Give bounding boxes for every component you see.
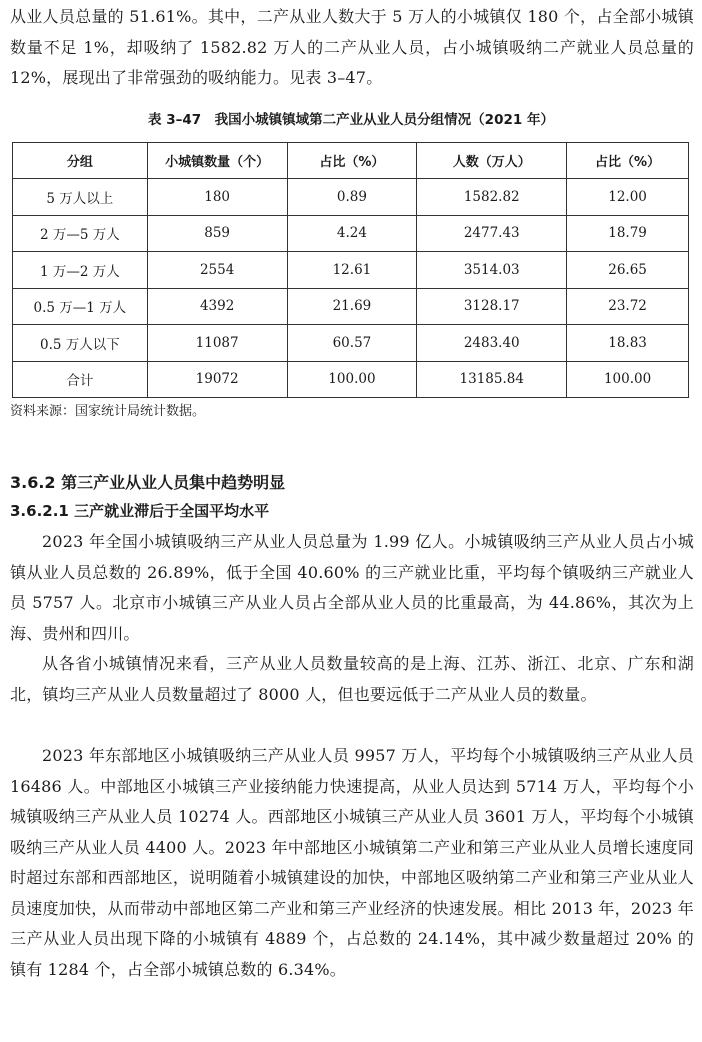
table-cell: 4.24 bbox=[287, 215, 417, 252]
column-header: 分组 bbox=[13, 143, 148, 179]
column-header: 占比（%） bbox=[567, 143, 689, 179]
table-cell: 859 bbox=[147, 215, 287, 252]
table-title: 表 3–47 我国小城镇镇域第二产业从业人员分组情况（2021 年） bbox=[148, 112, 554, 128]
table-cell: 23.72 bbox=[567, 288, 689, 325]
table-row bbox=[13, 179, 689, 216]
table-row bbox=[13, 252, 689, 289]
table-cell: 26.65 bbox=[567, 252, 689, 289]
column-header: 占比（%） bbox=[287, 143, 417, 179]
table-cell: 2 万—5 万人 bbox=[13, 215, 148, 252]
body-paragraph: 2023 年东部地区小城镇吸纳三产从业人员 9957 万人，平均每个小城镇吸纳三产从业人员 16486 人。中部地区小城镇三产业接纳能力快速提高，从业人员达到 5714 万人，平均每个小城镇吸纳三产从业人员 10274 人。西部地区小城镇三产从业人员 3601 万人，平均每个小城镇吸纳三产从业人员 4400 人。2023 年中部地区小城镇第二产业和第三产业从业人员增长速度同时超过东部和西部地区，说明随着小城镇建设的加快，中部地区吸纳第二产业和第三产业从业人员速度加快，从而带动中部地区第二产业和第三产业经济的快速发展。相比 2013 年，2023 年三产从业人员出现下降的小城镇有 4889 个，占总数的 24.14%，其中减少数量超过 20% 的镇有 1284 个，占全部小城镇总数的 6.34%。 bbox=[10, 746, 694, 979]
data-table bbox=[12, 142, 689, 398]
table-source-note: 资料来源：国家统计局统计数据。 bbox=[10, 404, 206, 419]
table-cell: 13185.84 bbox=[417, 361, 567, 398]
table-cell: 100.00 bbox=[287, 361, 417, 398]
table-cell: 18.79 bbox=[567, 215, 689, 252]
table-cell: 60.57 bbox=[287, 325, 417, 362]
table-cell: 19072 bbox=[147, 361, 287, 398]
table-cell: 21.69 bbox=[287, 288, 417, 325]
table-cell: 3514.03 bbox=[417, 252, 567, 289]
table-cell: 0.5 万人以下 bbox=[13, 325, 148, 362]
table-row bbox=[13, 325, 689, 362]
body-paragraph: 从各省小城镇情况来看，三产从业人员数量较高的是上海、江苏、浙江、北京、广东和湖北，镇均三产从业人员数量超过了 8000 人，但也要远低于二产从业人员的数量。 bbox=[10, 654, 694, 704]
table-cell: 12.61 bbox=[287, 252, 417, 289]
table-cell: 2483.40 bbox=[417, 325, 567, 362]
section-heading: 3.6.2 第三产业从业人员集中趋势明显 bbox=[10, 473, 286, 492]
table-cell: 12.00 bbox=[567, 179, 689, 216]
table-cell: 1 万—2 万人 bbox=[13, 252, 148, 289]
table-cell: 合计 bbox=[13, 361, 148, 398]
table-row bbox=[13, 215, 689, 252]
table-row bbox=[13, 288, 689, 325]
column-header: 人数（万人） bbox=[417, 143, 567, 179]
table-cell: 4392 bbox=[147, 288, 287, 325]
table-cell: 100.00 bbox=[567, 361, 689, 398]
table-cell: 11087 bbox=[147, 325, 287, 362]
table-cell: 18.83 bbox=[567, 325, 689, 362]
table-cell: 2554 bbox=[147, 252, 287, 289]
intro-paragraph: 从业人员总量的 51.61%。其中，二产从业人数大于 5 万人的小城镇仅 180 个，占全部小城镇数量不足 1%，却吸纳了 1582.82 万人的二产从业人员，占小城镇吸纳二产就业人员总量的 12%，展现出了非常强劲的吸纳能力。见表 3–47。 bbox=[10, 7, 694, 87]
table-cell: 0.5 万—1 万人 bbox=[13, 288, 148, 325]
column-header: 小城镇数量（个） bbox=[147, 143, 287, 179]
table-cell: 3128.17 bbox=[417, 288, 567, 325]
body-paragraph: 2023 年全国小城镇吸纳三产从业人员总量为 1.99 亿人。小城镇吸纳三产从业人员占小城镇从业人员总数的 26.89%，低于全国 40.60% 的三产就业比重，平均每个镇吸纳三产就业人员 5757 人。北京市小城镇三产从业人员占全部从业人员的比重最高，为 44.86%，其次为上海、贵州和四川。 bbox=[10, 532, 694, 643]
table-cell: 0.89 bbox=[287, 179, 417, 216]
table-cell: 180 bbox=[147, 179, 287, 216]
table-cell: 5 万人以上 bbox=[13, 179, 148, 216]
table-cell: 2477.43 bbox=[417, 215, 567, 252]
table-cell: 1582.82 bbox=[417, 179, 567, 216]
table-header-row bbox=[13, 143, 689, 179]
subsection-heading: 3.6.2.1 三产就业滞后于全国平均水平 bbox=[10, 502, 270, 520]
table-total-row bbox=[13, 361, 689, 398]
